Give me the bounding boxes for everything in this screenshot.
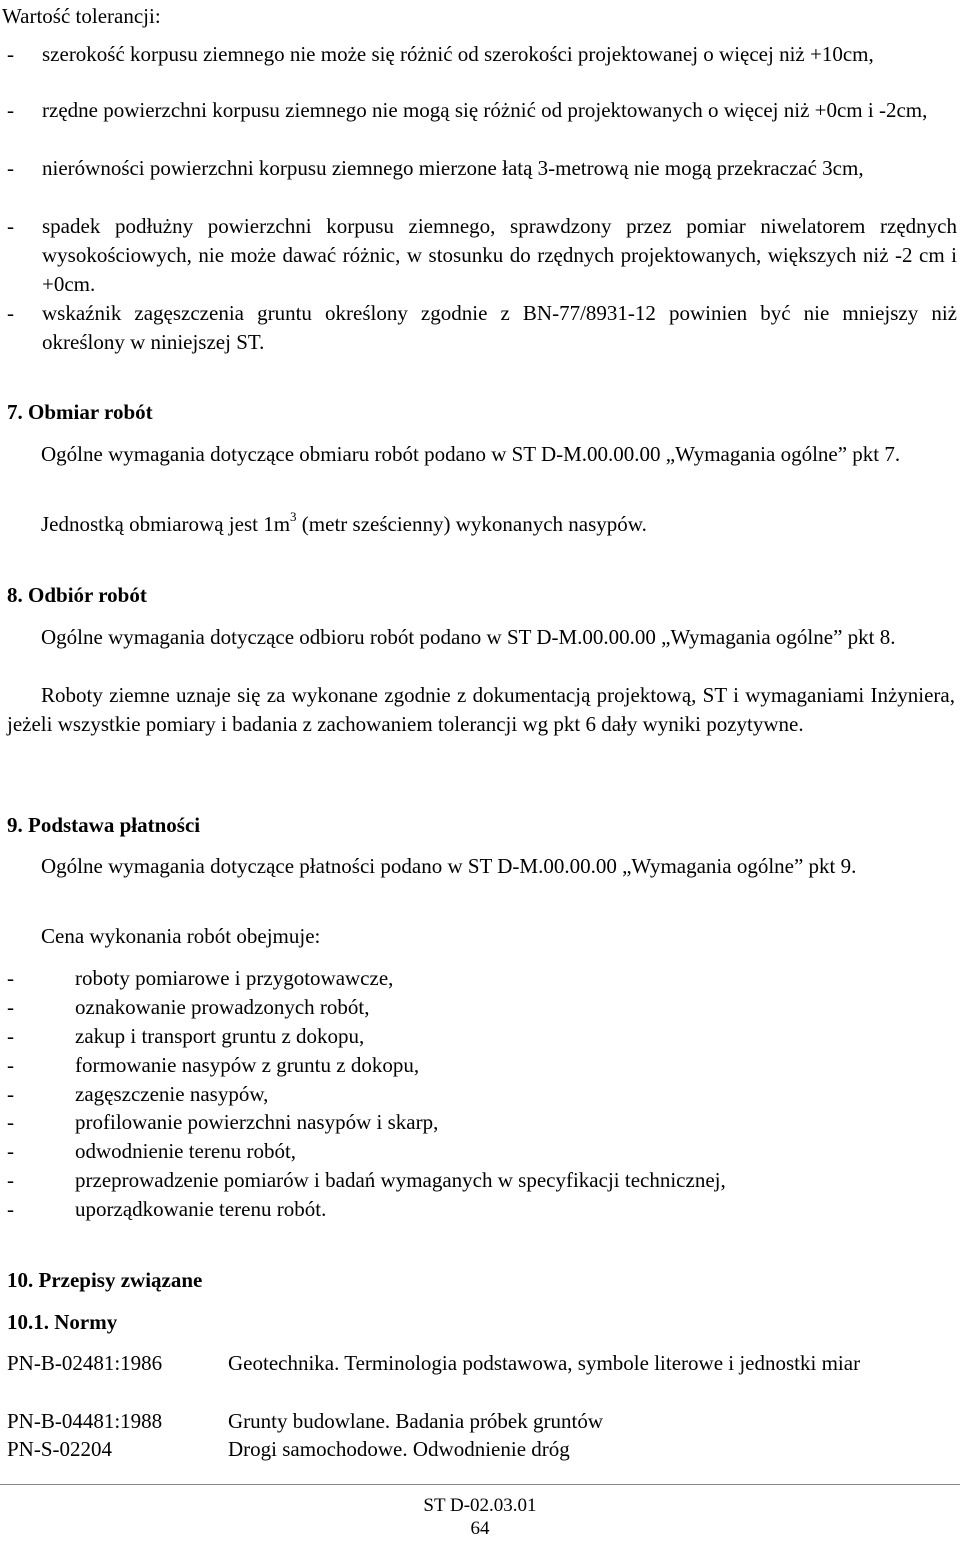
subsection-heading: 10.1. Normy [7, 1310, 118, 1334]
tolerance-item-text: spadek podłużny powierzchni korpusu ziemnego, sprawdzony przez pomiar niwelatorem rzędnych wysokościowych, nie może dawać różnic, w stosunku do rzędnych projektowanych, większych niż -2 cm i +0cm. [42, 214, 957, 296]
section-heading: 9. Podstawa płatności [7, 813, 201, 837]
section8-paragraph: Roboty ziemne uznaje się za wykonane zgodnie z dokumentacją projektową, ST i wymaganiami Inżyniera, jeżeli wszystkie pomiary i badania z zachowaniem tolerancji wg pkt 6 dały wyniki pozytywne. [7, 683, 955, 736]
section7-unit-paragraph [41, 510, 647, 539]
list-item-text: przeprowadzenie pomiarów i badań wymaganych w specyfikacji technicznej, [75, 1168, 726, 1192]
dash-bullet: - [7, 301, 14, 325]
dash-bullet: - [7, 995, 14, 1019]
dash-bullet: - [7, 1110, 14, 1134]
page-number: 64 [470, 1518, 490, 1539]
list-item-text: zakup i transport gruntu z dokopu, [75, 1024, 365, 1048]
dash-bullet: - [7, 1197, 14, 1221]
dash-bullet: - [7, 1139, 14, 1163]
list-item-text: formowanie nasypów z gruntu z dokopu, [75, 1053, 420, 1077]
norm-description: Geotechnika. Terminologia podstawowa, symbole literowe i jednostki miar [228, 1351, 861, 1375]
dash-bullet: - [7, 1168, 14, 1192]
footer-doc-code: ST D-02.03.01 [423, 1495, 537, 1516]
norm-code: PN-B-04481:1988 [7, 1409, 163, 1433]
unit-text-after: (metr sześcienny) wykonanych nasypów. [296, 512, 647, 536]
dash-bullet: - [7, 1053, 14, 1077]
list-item-text: profilowanie powierzchni nasypów i skarp, [75, 1110, 439, 1134]
norm-description: Drogi samochodowe. Odwodnienie dróg [228, 1437, 570, 1461]
dash-bullet: - [7, 42, 14, 66]
dash-bullet: - [7, 1024, 14, 1048]
tolerance-item-text: szerokość korpusu ziemnego nie może się różnić od szerokości projektowanej o więcej niż +10cm, [42, 42, 874, 66]
section9-paragraph: Ogólne wymagania dotyczące płatności podano w ST D-M.00.00.00 „Wymagania ogólne” pkt 9. [41, 854, 857, 878]
section7-paragraph: Ogólne wymagania dotyczące obmiaru robót podano w ST D-M.00.00.00 „Wymagania ogólne” pkt 7. [41, 442, 901, 466]
unit-text-before: Jednostką obmiarową jest 1m [41, 512, 291, 536]
dash-bullet: - [7, 214, 14, 238]
list-item-text: odwodnienie terenu robót, [75, 1139, 297, 1163]
unit-superscript: 3 [290, 509, 297, 524]
dash-bullet: - [7, 156, 14, 180]
tolerance-item-text: rzędne powierzchni korpusu ziemnego nie mogą się różnić od projektowanych o więcej niż +0cm i -2cm, [42, 98, 928, 122]
section9-intro: Cena wykonania robót obejmuje: [41, 924, 321, 948]
list-item-text: oznakowanie prowadzonych robót, [75, 995, 370, 1019]
section-heading: 8. Odbiór robót [7, 583, 147, 607]
norm-description: Grunty budowlane. Badania próbek gruntów [228, 1409, 603, 1433]
list-item-text: roboty pomiarowe i przygotowawcze, [75, 966, 394, 990]
norm-code: PN-S-02204 [7, 1437, 113, 1461]
dash-bullet: - [7, 98, 14, 122]
list-item-text: uporządkowanie terenu robót. [75, 1197, 327, 1221]
tolerance-item-text: wskaźnik zagęszczenia gruntu określony zgodnie z BN-77/8931-12 powinien być nie mniejszy niż określony w niniejszej ST. [42, 301, 957, 354]
tolerance-item-text: nierówności powierzchni korpusu ziemnego mierzone łatą 3-metrową nie mogą przekraczać 3cm, [42, 156, 864, 180]
dash-bullet: - [7, 966, 14, 990]
section-heading: 7. Obmiar robót [7, 400, 153, 424]
footer-divider [0, 1484, 960, 1485]
dash-bullet: - [7, 1082, 14, 1106]
section8-paragraph: Ogólne wymagania dotyczące odbioru robót podano w ST D-M.00.00.00 „Wymagania ogólne” pkt 8. [41, 625, 896, 649]
tolerance-title: Wartość tolerancji: [2, 4, 161, 28]
list-item-text: zagęszczenie nasypów, [75, 1082, 269, 1106]
section-heading: 10. Przepisy związane [7, 1268, 203, 1292]
norm-code: PN-B-02481:1986 [7, 1351, 163, 1375]
